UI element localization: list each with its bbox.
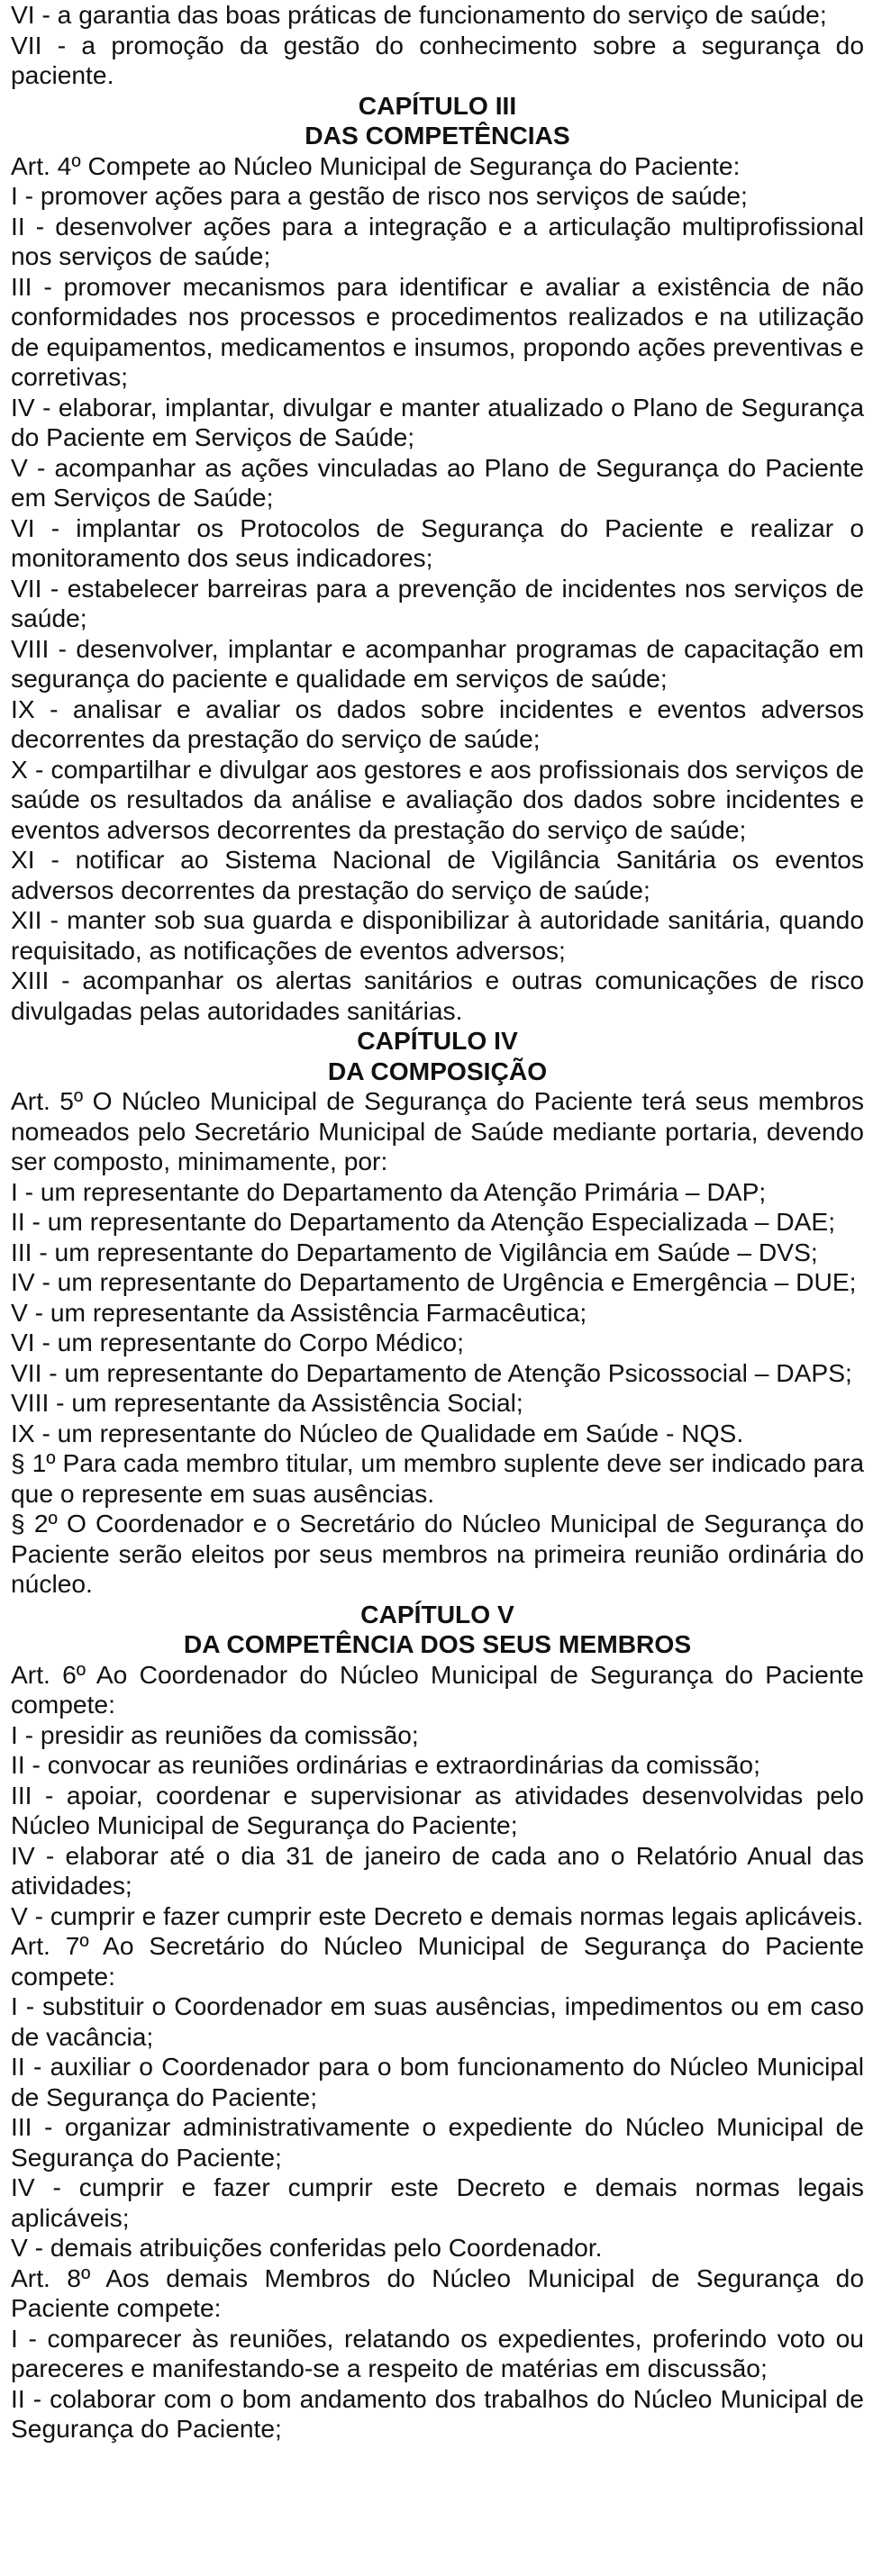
article-paragraph: Art. 5º O Núcleo Municipal de Segurança do Paciente terá seus membros nomeados pelo Secretário Municipal de Saúde mediante portaria, devendo ser composto, minimamente, por: [11,1086,864,1175]
paragraph: VII - estabelecer barreiras para a prevenção de incidentes nos serviços de saúde; [11,573,864,632]
paragraph: IV - elaborar, implantar, divulgar e manter atualizado o Plano de Segurança do Paciente em Serviços de Saúde; [11,392,864,451]
chapter-number: CAPÍTULO V [360,1599,514,1628]
paragraph: III - organizar administrativamente o expediente do Núcleo Municipal de Segurança do Paciente; [11,2112,864,2172]
article-paragraph: Art. 4º Compete ao Núcleo Municipal de Segurança do Paciente: [11,150,741,180]
chapter-number: CAPÍTULO IV [357,1026,518,1055]
paragraph: XI - notificar ao Sistema Nacional de Vigilância Sanitária os eventos adversos decorrentes da prestação do serviço de saúde; [11,845,864,904]
paragraph: VI - um representante do Corpo Médico; [11,1328,464,1356]
paragraph: I - presidir as reuniões da comissão; [11,1719,419,1749]
paragraph: VIII - desenvolver, implantar e acompanhar programas de capacitação em segurança do paciente e qualidade em serviços de saúde; [11,633,864,693]
paragraph: IV - cumprir e fazer cumprir este Decreto e demais normas legais aplicáveis; [11,2172,864,2232]
chapter-title: DAS COMPETÊNCIAS [305,121,570,150]
paragraph: I - substituir o Coordenador em suas ausências, impedimentos ou em caso de vacância; [11,1991,864,2051]
paragraph: V - um representante da Assistência Farmacêutica; [11,1297,587,1327]
section-paragraph: § 2º O Coordenador e o Secretário do Núcleo Municipal de Segurança do Paciente serão eleitos por seus membros na primeira reunião ordinária do núcleo. [11,1509,864,1598]
paragraph: III - apoiar, coordenar e supervisionar as atividades desenvolvidas pelo Núcleo Municipal de Segurança do Paciente; [11,1780,864,1839]
paragraph: VII - um representante do Departamento de Atenção Psicossocial – DAPS; [11,1357,852,1387]
paragraph: IX - um representante do Núcleo de Qualidade em Saúde - NQS. [11,1418,744,1447]
paragraph: IV - elaborar até o dia 31 de janeiro de cada ano o Relatório Anual das atividades; [11,1840,864,1900]
paragraph: II - um representante do Departamento da Atenção Especializada – DAE; [11,1207,836,1236]
paragraph: I - promover ações para a gestão de risco nos serviços de saúde; [11,181,748,210]
section-paragraph: § 1º Para cada membro titular, um membro suplente deve ser indicado para que o represente em suas ausências. [11,1448,864,1508]
paragraph: II - convocar as reuniões ordinárias e extraordinárias da comissão; [11,1750,760,1779]
paragraph: VI - a garantia das boas práticas de funcionamento do serviço de saúde; [11,0,827,29]
paragraph: IX - analisar e avaliar os dados sobre incidentes e eventos adversos decorrentes da prestação do serviço de saúde; [11,694,864,753]
chapter-title: DA COMPETÊNCIA DOS SEUS MEMBROS [183,1629,692,1658]
paragraph: X - compartilhar e divulgar aos gestores e aos profissionais dos serviços de saúde os resultados da análise e avaliação dos dados sobre incidentes e eventos adversos decorrentes da prestação do serviço de saúde; [11,754,864,844]
paragraph: II - desenvolver ações para a integração e a articulação multiprofissional nos serviços de saúde; [11,211,864,270]
article-paragraph: Art. 6º Ao Coordenador do Núcleo Municipal de Segurança do Paciente compete: [11,1659,864,1719]
paragraph: V - acompanhar as ações vinculadas ao Plano de Segurança do Paciente em Serviços de Saúde; [11,452,864,512]
paragraph: III - um representante do Departamento de Vigilância em Saúde – DVS; [11,1237,818,1266]
paragraph: I - comparecer às reuniões, relatando os expedientes, proferindo voto ou pareceres e manifestando-se a respeito de matérias em discussão; [11,2323,864,2382]
paragraph: XIII - acompanhar os alertas sanitários e outras comunicações de risco divulgadas pelas autoridades sanitárias. [11,966,864,1025]
paragraph: VI - implantar os Protocolos de Segurança do Paciente e realizar o monitoramento dos seus indicadores; [11,512,864,572]
paragraph: II - auxiliar o Coordenador para o bom funcionamento do Núcleo Municipal de Segurança do Paciente; [11,2052,864,2111]
paragraph: VIII - um representante da Assistência Social; [11,1388,523,1417]
paragraph: V - cumprir e fazer cumprir este Decreto e demais normas legais aplicáveis. [11,1900,864,1930]
paragraph: VII - a promoção da gestão do conhecimento sobre a segurança do paciente. [11,30,864,89]
article-paragraph: Art. 8º Aos demais Membros do Núcleo Municipal de Segurança do Paciente compete: [11,2263,864,2322]
paragraph: II - colaborar com o bom andamento dos trabalhos do Núcleo Municipal de Segurança do Paciente; [11,2383,864,2443]
paragraph: IV - um representante do Departamento de Urgência e Emergência – DUE; [11,1267,857,1296]
paragraph: V - demais atribuições conferidas pelo Coordenador. [11,2233,603,2262]
paragraph: I - um representante do Departamento da Atenção Primária – DAP; [11,1176,767,1206]
paragraph: III - promover mecanismos para identificar e avaliar a existência de não conformidades nos processos e procedimentos realizados e na utilização de equipamentos, medicamentos e insumos, propondo ações preventivas e corretivas; [11,271,864,391]
chapter-title: DA COMPOSIÇÃO [327,1056,548,1085]
chapter-number: CAPÍTULO III [358,90,517,120]
paragraph: XII - manter sob sua guarda e disponibilizar à autoridade sanitária, quando requisitado, as notificações de eventos adversos; [11,905,864,965]
article-paragraph: Art. 7º Ao Secretário do Núcleo Municipal de Segurança do Paciente compete: [11,1931,864,1991]
